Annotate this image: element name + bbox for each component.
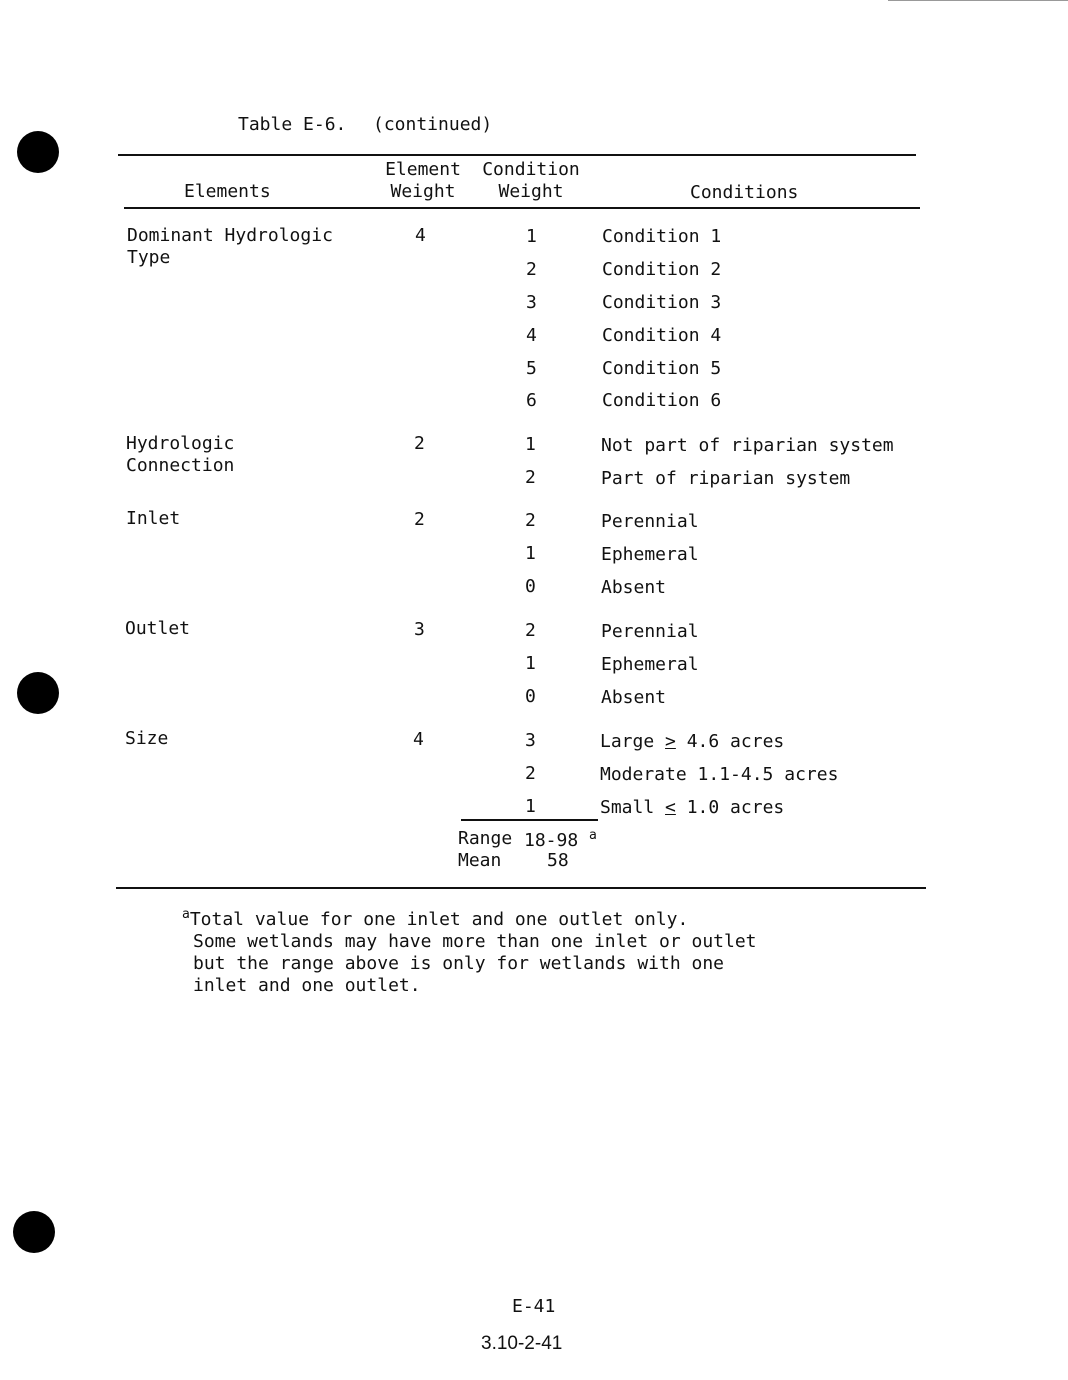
- section-number: 3.10-2-41: [481, 1333, 563, 1354]
- table-bottom-rule: [116, 887, 926, 889]
- header-condition-weight: Condition Weight: [482, 159, 580, 202]
- element-name: Hydrologic: [126, 433, 235, 454]
- condition-weight: 4: [526, 325, 537, 346]
- condition-text: Ephemeral: [601, 544, 699, 565]
- element-name: Connection: [126, 455, 235, 476]
- condition-text: Condition 6: [602, 390, 722, 411]
- mean-label: Mean: [458, 850, 502, 871]
- range-label: Range: [458, 828, 513, 849]
- condition-text: Condition 4: [602, 325, 722, 346]
- condition-weight: 6: [526, 390, 537, 411]
- footnote-line: Total value for one inlet and one outlet only.: [189, 909, 689, 930]
- binder-hole-middle: [17, 672, 59, 714]
- condition-weight: 2: [526, 259, 537, 280]
- binder-hole-bottom: [13, 1211, 55, 1253]
- element-name: Size: [125, 728, 169, 749]
- header-element-weight: Element Weight: [385, 159, 461, 202]
- condition-weight: 0: [525, 686, 536, 707]
- table-header-rule: [124, 207, 920, 209]
- footnote: [182, 904, 757, 997]
- condition-weight: 1: [525, 434, 536, 455]
- element-weight: 2: [414, 433, 425, 454]
- condition-text: Condition 1: [602, 226, 722, 247]
- condition-weight: 3: [526, 292, 537, 313]
- condition-weight: 1: [525, 543, 536, 564]
- condition-weight: 1: [526, 226, 537, 247]
- sum-rule: [461, 819, 598, 821]
- element-weight: 3: [414, 619, 425, 640]
- element-weight: 2: [414, 509, 425, 530]
- condition-text: Large > 4.6 acres: [600, 731, 785, 752]
- scan-edge-line: [888, 0, 1068, 1]
- header-conditions: Conditions: [690, 182, 799, 203]
- condition-text: Part of riparian system: [601, 468, 851, 489]
- element-weight: 4: [415, 225, 426, 246]
- range-value: 18-98 $^a$: [524, 828, 597, 851]
- element-weight: 4: [413, 729, 424, 750]
- mean-value: 58: [547, 850, 569, 871]
- condition-text: Moderate 1.1-4.5 acres: [600, 764, 839, 785]
- condition-weight: 0: [525, 576, 536, 597]
- element-name: Inlet: [126, 508, 181, 529]
- condition-weight: 2: [525, 763, 536, 784]
- condition-text: Condition 2: [602, 259, 722, 280]
- condition-text: Absent: [601, 687, 667, 708]
- footnote-line: but the range above is only for wetlands with one: [193, 953, 725, 974]
- page-number: E-41: [512, 1296, 556, 1317]
- condition-text: Ephemeral: [601, 654, 699, 675]
- condition-text: Condition 3: [602, 292, 722, 313]
- table-title: Table E-6.: [238, 114, 347, 135]
- binder-hole-top: [17, 131, 59, 173]
- condition-weight: 2: [525, 467, 536, 488]
- range-footnote-mark: a: [589, 828, 597, 843]
- element-name: Dominant Hydrologic: [127, 225, 333, 246]
- condition-weight: 1: [525, 653, 536, 674]
- condition-text: Condition 5: [602, 358, 722, 379]
- element-name: Type: [127, 247, 171, 268]
- element-name: Outlet: [125, 618, 191, 639]
- condition-text: Small < 1.0 acres: [600, 797, 785, 818]
- header-elements: Elements: [184, 181, 271, 202]
- condition-text: Perennial: [601, 511, 699, 532]
- footnote-line: Some wetlands may have more than one inlet or outlet: [193, 931, 757, 952]
- footnote-mark: a: [182, 907, 190, 922]
- table-top-rule: [118, 154, 916, 156]
- condition-weight: 1: [525, 796, 536, 817]
- condition-text: Perennial: [601, 621, 699, 642]
- condition-weight: 3: [525, 730, 536, 751]
- condition-weight: 5: [526, 358, 537, 379]
- table-continued: (continued): [373, 114, 493, 135]
- condition-weight: 2: [525, 510, 536, 531]
- condition-text: Absent: [601, 577, 667, 598]
- condition-weight: 2: [525, 620, 536, 641]
- footnote-line: inlet and one outlet.: [193, 975, 421, 996]
- condition-text: Not part of riparian system: [601, 435, 894, 456]
